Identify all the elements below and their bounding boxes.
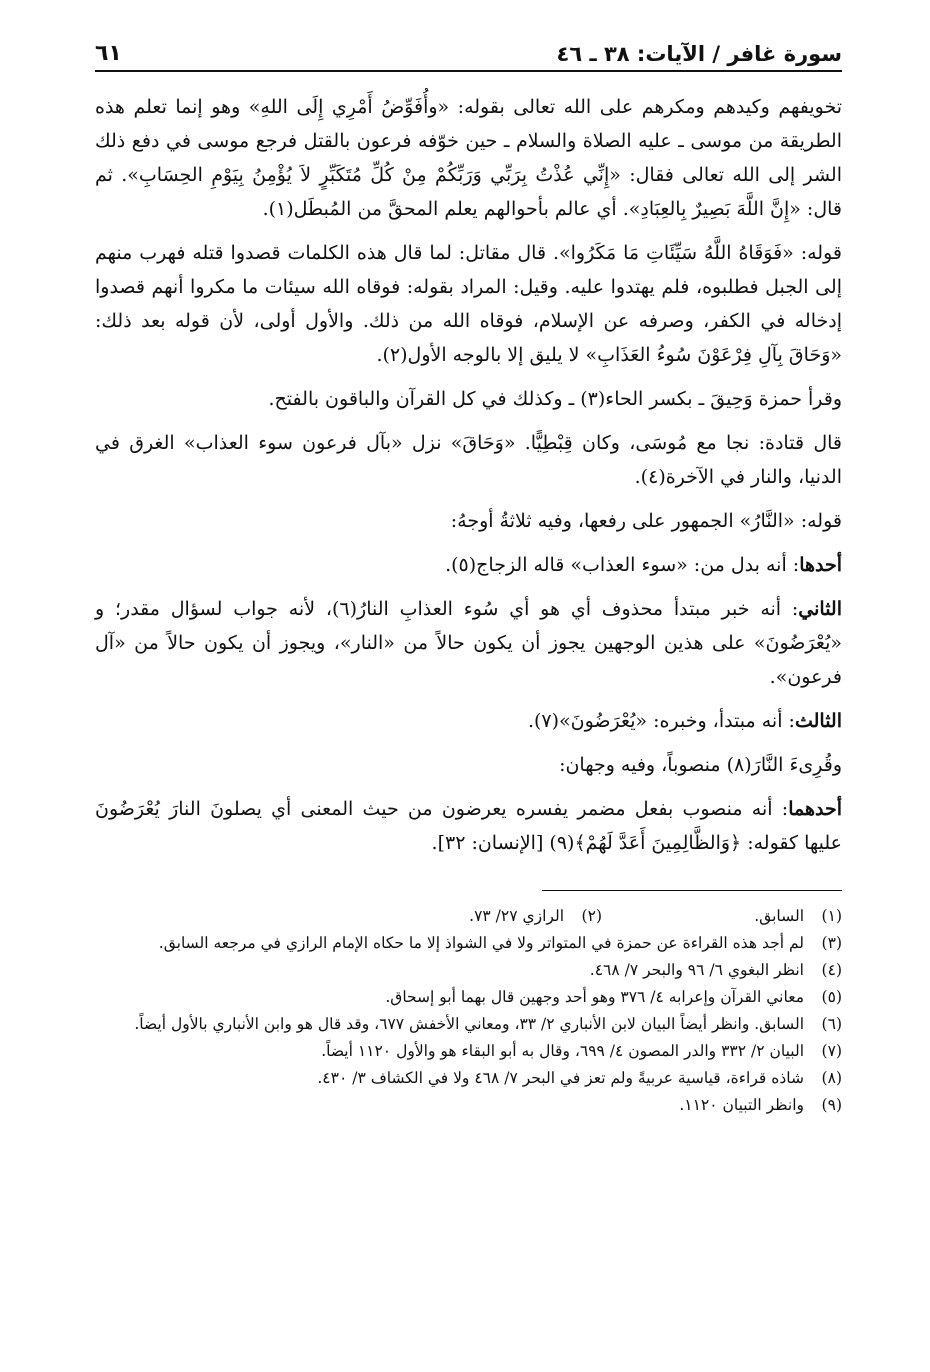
footnote: [95, 1011, 842, 1038]
paragraph: قوله: «النَّارُ» الجمهور على رفعها، وفيه ثلاثةُ أوجهُ:: [450, 510, 842, 532]
paragraph: [95, 792, 842, 860]
footnote: [95, 957, 842, 984]
footnote-text: معاني القرآن وإعرابه ٤/ ٣٧٦ وهو أحد وجهين قال بهما أبو إسحاق.: [385, 988, 804, 1006]
footnote: [602, 903, 842, 930]
paragraph: [95, 548, 842, 582]
footnote-number: (٥): [821, 988, 842, 1006]
paragraph-rest: : أنه منصوب بفعل مضمر يفسره يعرضون من حيث المعنى أي يصلونَ النارَ يُعْرَضُونَ عليها كقوله: ﴿وَالظَّالِمِينَ أَعَدَّ لَهُمْ﴾(٩) [الإنسان: ٣٢].: [95, 798, 842, 854]
footnote: [95, 1038, 842, 1065]
footnote: [362, 903, 602, 930]
footnote-text: السابق.: [754, 907, 804, 925]
footnote-divider: [542, 890, 842, 891]
paragraph: قال قتادة: نجا مع مُوسَى، وكان قِبْطِيًّا. «وَحَاقَ» نزل «بآل فرعون سوء العذاب» الغرق في الدنيا، والنار في الآخرة(٤).: [95, 432, 842, 488]
footnote-number: (٧): [821, 1042, 842, 1060]
footnote-text: البيان ٢/ ٣٣٢ والدر المصون ٤/ ٦٩٩، وقال به أبو البقاء هو والأول ١١٢٠ أيضاً.: [321, 1042, 804, 1060]
footnotes: [95, 903, 842, 1119]
paragraph-rest: : أنه بدل من: «سوء العذاب» قاله الزجاج(٥).: [445, 554, 800, 576]
footnote-text: شاذه قراءة، قياسية عربيةً ولم تعز في البحر ٧/ ٤٦٨ ولا في الكشاف ٣/ ٤٣٠.: [317, 1069, 804, 1087]
paragraph: وقرأ حمزة وَحِيقَ ـ بكسر الحاء(٣) ـ وكذلك في كل القرآن والباقون بالفتح.: [268, 388, 842, 410]
bold-lead: الثاني: [798, 598, 842, 620]
bold-lead: أحدها: [799, 554, 842, 576]
footnote: [95, 930, 842, 957]
footnote-number: (١): [821, 907, 842, 925]
footnote-number: (٩): [821, 1096, 842, 1114]
footnote-text: وانظر التبيان ١١٢٠.: [679, 1096, 804, 1114]
bold-lead: الثالث: [794, 710, 842, 732]
bold-lead: أحدهما: [788, 798, 842, 820]
paragraph-rest: : أنه خبر مبتدأ محذوف أي هو أي سُوء العذابِ النارُ(٦)، لأنه جواب لسؤال مقدر؛ و «يُعْرَضُونَ» على هذين الوجهين يجوز أن يكون حالاً من «النار»، ويجوز أن يكون حالاً من «آل فرعون».: [95, 598, 842, 688]
footnote-number: (٣): [821, 934, 842, 952]
footnote-text: انظر البغوي ٦/ ٩٦ والبحر ٧/ ٤٦٨.: [589, 961, 804, 979]
footnote: [95, 1092, 842, 1119]
paragraph: [95, 592, 842, 694]
page-number: ٦١: [95, 41, 122, 66]
main-text: [95, 90, 842, 860]
footnote-number: (٦): [821, 1015, 842, 1033]
footnote-text: السابق. وانظر أيضاً البيان لابن الأنباري ٢/ ٣٣، ومعاني الأخفش ٦٧٧، وقد قال هو وابن الأنباري بالأول أيضاً.: [134, 1015, 804, 1033]
footnote: [95, 984, 842, 1011]
footnote-text: الرازي ٢٧/ ٧٣.: [469, 907, 564, 925]
footnote-text: لم أجد هذه القراءة عن حمزة في المتواتر ولا في الشواذ إلا ما حكاه الإمام الرازي في مرجعه السابق.: [158, 934, 804, 952]
footnote-number: (٨): [821, 1069, 842, 1087]
footnote-pair: [95, 903, 842, 930]
footnote: [95, 1065, 842, 1092]
paragraph: تخويفهم وكيدهم ومكرهم على الله تعالى بقوله: «وأُفَوِّضُ أَمْرِي إِلَى اللهِ» وهو إنما تعلم هذه الطريقة من موسى ـ عليه الصلاة والسلام ـ حين خوّفه فرعون بالقتل فرجع موسى في دفع ذلك الشر إلى الله تعالى فقال: «إِنِّي عُذْتُ بِرَبِّي وَرَبِّكُمْ مِنْ كُلِّ مُتَكَبِّرٍ لاَ يُؤْمِنُ بِيَوْمِ الحِسَابِ». ثم قال: «إِنَّ اللَّهَ بَصِيرٌ بِالعِبَادِ». أي عالم بأحوالهم يعلم المحقَّ من المُبطَل(١).: [95, 96, 842, 220]
page-header: [95, 26, 842, 72]
footnote-number: (٢): [581, 907, 602, 925]
running-title: سورة غافر / الآيات: ٣٨ ـ ٤٦: [556, 42, 842, 66]
paragraph: قوله: «فَوَقَاهُ اللَّهُ سَيِّئَاتِ مَا مَكَرُوا». قال مقاتل: لما قال هذه الكلمات قصدوا قتله فهرب منهم إلى الجبل فطلبوه، فلم يهتدوا عليه. وقيل: المراد بقوله: فوقاه الله سيئات ما مكروا أنهم قصدوا إدخاله في الكفر، وصرفه عن الإسلام، فوقاه الله من ذلك. والأول أولى، لأن قوله بعد ذلك: «وَحَاقَ بِآلِ فِرْعَوْنَ سُوءُ العَذَابِ» لا يليق إلا بالوجه الأول(٢).: [95, 242, 842, 366]
paragraph-rest: : أنه مبتدأ، وخبره: «يُعْرَضُونَ»(٧).: [527, 710, 795, 732]
paragraph: وقُرِىءَ النَّارَ(٨) منصوباً، وفيه وجهان:: [559, 754, 842, 776]
footnote-number: (٤): [821, 961, 842, 979]
paragraph: [95, 704, 842, 738]
